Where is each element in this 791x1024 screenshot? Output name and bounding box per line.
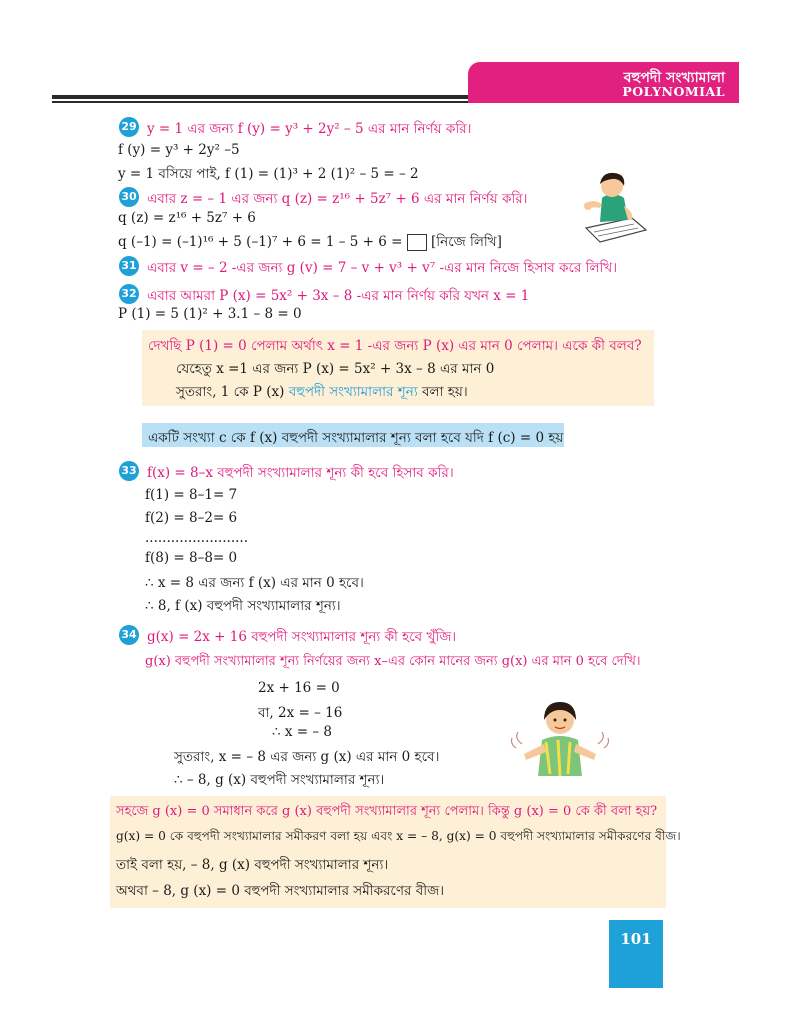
note1-line3 [176,381,468,404]
note1-highlight: বহুপদী সংখ্যামালার শূন্য [288,384,418,400]
note2-line1: সহজে g (x) = 0 সমাধান করে g (x) বহুপদী সংখ্যামালার শূন্য পেলাম। কিন্তু g (x) = 0 কে কী বলা হয়? [116,804,658,819]
header-rule-thin [52,101,468,103]
q33-line: ∴ 8, f (x) বহুপদী সংখ্যামালার শূন্য। [145,598,341,614]
question-number-33: 33 [119,461,139,481]
note-box-zero [142,330,654,406]
note1-line3-end: বলা হয়। [422,384,468,400]
note2-line4: অথবা – 8, g (x) = 0 বহুপদী সংখ্যামালার সমীকরণের বীজ। [116,883,445,899]
q29-prompt: y = 1 এর জন্য f (y) = y³ + 2y² – 5 এর মান নির্ণয় করি। [147,121,472,137]
note1-line1: দেখছি P (1) = 0 পেলাম অর্থাৎ x = 1 -এর জন্য P (x) এর মান 0 পেলাম। একে কী বলব? [148,338,642,354]
q32-line1: P (1) = 5 (1)² + 3.1 – 8 = 0 [118,306,302,322]
q30-line2-expression: q (–1) = (–1)¹⁶ + 5 (–1)⁷ + 6 = 1 – 5 + 6 = [118,234,403,250]
q34-step: 2x + 16 = 0 [258,680,340,696]
question-number-29: 29 [119,117,139,137]
q31-prompt: এবার v = – 2 -এর জন্য g (v) = 7 – v + v³ + v⁷ -এর মান নিজে হিসাব করে লিখি। [147,260,618,276]
q33-line: f(1) = 8–1= 7 [145,487,238,503]
page-number: 101 [609,920,663,988]
q30-line1: q (z) = z¹⁶ + 5z⁷ + 6 [118,210,256,226]
answer-box [407,234,427,251]
q34-step: সুতরাং, x = – 8 এর জন্য g (x) এর মান 0 হবে। [174,749,440,765]
definition-text: একটি সংখ্যা c কে f (x) বহুপদী সংখ্যামালার শূন্য বলা হবে যদি f (c) = 0 হয় [148,430,564,446]
note-box-equation [110,796,681,908]
chapter-header-tab [468,62,739,103]
q34-step: ∴ – 8, g (x) বহুপদী সংখ্যামালার শূন্য। [174,772,385,788]
note1-line2: যেহেতু x =1 এর জন্য P (x) = 5x² + 3x – 8 এর মান 0 [176,361,495,377]
definition-box [142,423,564,447]
q34-step: ∴ x = – 8 [272,724,333,740]
q29-line2: y = 1 বসিয়ে পাই, f (1) = (1)³ + 2 (1)² – 5 = – 2 [118,166,419,182]
q29-line1: f (y) = y³ + 2y² –5 [118,142,240,158]
q33-prompt: f(x) = 8–x বহুপদী সংখ্যামালার শূন্য কী হবে হিসাব করি। [147,465,454,481]
q33-line: f(8) = 8–8= 0 [145,550,238,566]
question-number-30: 30 [119,187,139,207]
question-number-32: 32 [119,284,139,304]
q30-prompt: এবার z = – 1 এর জন্য q (z) = z¹⁶ + 5z⁷ + 6 এর মান নির্ণয় করি। [147,191,528,207]
girl-writing-illustration [572,168,652,246]
q30-line2 [118,231,502,254]
question-number-31: 31 [119,256,139,276]
question-number-34: 34 [119,625,139,645]
note2-line2: g(x) = 0 কে বহুপদী সংখ্যামালার সমীকরণ বলা হয় এবং x = – 8, g(x) = 0 বহুপদী সংখ্যামালার সমীকরণের বীজ। [116,829,681,843]
note1-line3-start: সুতরাং, 1 কে P (x) [176,384,285,400]
q34-prompt: g(x) = 2x + 16 বহুপদী সংখ্যামালার শূন্য কী হবে খুঁজি। [147,629,457,645]
girl-illustration [510,698,610,780]
q34-step: বা, 2x = – 16 [258,705,343,721]
q33-ellipsis: ........................ [145,530,248,546]
q30-line2-tail: [নিজে লিখি] [431,234,502,250]
header-rule-thick [52,95,468,99]
note2-line3: তাই বলা হয়, – 8, g (x) বহুপদী সংখ্যামালার শূন্য। [116,857,389,873]
q33-line: ∴ x = 8 এর জন্য f (x) এর মান 0 হবে। [145,575,364,591]
q33-line: f(2) = 8–2= 6 [145,510,238,526]
q32-prompt: এবার আমরা P (x) = 5x² + 3x – 8 -এর মান নির্ণয় করি যখন x = 1 [147,288,530,304]
chapter-title: বহুপদী সংখ্যামালা [623,70,725,86]
q34-intro: g(x) বহুপদী সংখ্যামালার শূন্য নির্ণয়ের জন্য x–এর কোন মানের জন্য g(x) এর মান 0 হবে দেখি। [145,654,641,669]
chapter-subtitle: POLYNOMIAL [622,84,725,99]
